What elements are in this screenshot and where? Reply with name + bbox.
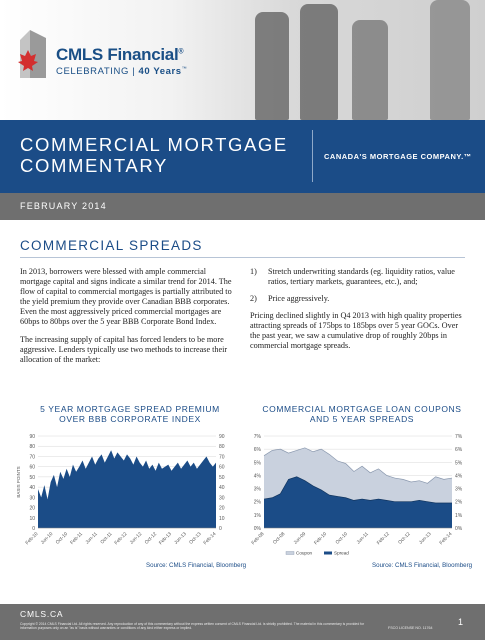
maple-leaf-building-icon [16, 28, 50, 82]
y-tick-label: 0% [455, 526, 463, 532]
x-tick-label: Jun-13 [173, 531, 188, 546]
x-tick-label: Jun-09 [293, 531, 308, 546]
x-tick-label: Jun-12 [129, 531, 144, 546]
x-tick-label: Feb-13 [158, 531, 173, 547]
y-tick-label: 20 [29, 505, 35, 512]
legend-label: Spread [334, 550, 349, 556]
y-tick-label: 6% [455, 447, 463, 454]
license-number: FSCO LICENSE NO. 11764 [388, 626, 433, 630]
right-column [250, 267, 466, 359]
x-tick-label: Feb-10 [313, 531, 329, 547]
y-tick-label: 4% [455, 473, 463, 480]
y-tick-label: 40 [29, 485, 35, 492]
chart2-source: Source: CMLS Financial, Bloomberg [372, 562, 473, 569]
website-link[interactable]: CMLS.CA [20, 609, 64, 619]
cmls-logo [16, 28, 196, 88]
y-tick-label: 30 [219, 495, 225, 502]
y-tick-label: 60 [29, 464, 35, 471]
paragraph: In 2013, borrowers were blessed with ample commercial mortgage capital and signs indicate a similar trend for 2014. The flow of capital to commercial mortgages is partially attributed to the yield premium they provide over Canadian BBB corporates. Even the most aggressively priced commercial mortgages are 60bps to 80bps over the 5 year BBB Corporate Bond Index. [20, 267, 232, 326]
y-tick-label: 0 [219, 526, 222, 532]
y-tick-label: 1% [455, 512, 463, 519]
y-tick-label: 0% [253, 526, 261, 532]
y-tick-label: 3% [455, 486, 463, 493]
left-column [20, 267, 236, 373]
y-tick-label: 60 [219, 464, 225, 471]
y-tick-label: 90 [29, 434, 35, 440]
chart1-title: 5 YEAR MORTGAGE SPREAD PREMIUM OVER BBB CORPORATE INDEX [40, 404, 220, 424]
paragraph: Pricing declined slightly in Q4 2013 with high quality properties attracting spreads of 175bps to 185bps over 5 year GOCs. Over the past year, we saw a cumulative drop of roughly 20bps in commercial mortgage spreads. [250, 311, 462, 350]
legend-label: Coupon [296, 550, 313, 556]
y-tick-label: 2% [455, 499, 463, 506]
footer [0, 604, 485, 640]
y-tick-label: 0 [32, 526, 35, 532]
page-number: 1 [458, 617, 464, 627]
date-band [0, 193, 485, 220]
y-tick-label: 5% [455, 460, 463, 467]
chart2-title: COMMERCIAL MORTGAGE LOAN COUPONS AND 5 YEAR SPREADS [262, 404, 462, 424]
x-tick-label: Jun-11 [85, 531, 99, 546]
business-person-figure [430, 0, 470, 120]
y-tick-label: 50 [219, 474, 225, 481]
business-person-figure [255, 12, 289, 120]
paragraph: The increasing supply of capital has forced lenders to be more aggressive. Lenders typically use two methods to increase their allocation of the market: [20, 335, 228, 364]
x-tick-label: Feb-11 [69, 531, 84, 546]
x-tick-label: Oct-10 [335, 531, 349, 546]
issue-date: FEBRUARY 2014 [20, 201, 107, 211]
y-tick-label: 80 [219, 444, 225, 451]
business-person-figure [300, 4, 338, 120]
x-tick-label: Feb-12 [376, 531, 391, 547]
document-title: COMMERCIAL MORTGAGE COMMENTARY [20, 134, 288, 176]
y-tick-label: 3% [253, 486, 261, 493]
x-tick-label: Feb-08 [251, 531, 266, 547]
spread-premium-area [38, 450, 216, 528]
y-tick-label: 6% [253, 447, 261, 454]
y-axis-label: BASIS POINTS [16, 466, 21, 498]
x-tick-label: Jun-13 [418, 531, 433, 546]
y-tick-label: 70 [29, 454, 35, 461]
y-tick-label: 5% [253, 460, 261, 467]
x-tick-label: Oct-10 [55, 531, 70, 546]
x-tick-label: Oct-12 [397, 531, 412, 546]
y-tick-label: 80 [29, 444, 35, 451]
y-tick-label: 2% [253, 499, 261, 506]
y-tick-label: 50 [29, 474, 35, 481]
x-tick-label: Jun-11 [356, 531, 370, 546]
x-tick-label: Oct-11 [100, 531, 114, 546]
x-tick-label: Feb-14 [203, 531, 218, 547]
y-tick-label: 70 [219, 454, 225, 461]
y-tick-label: 1% [253, 512, 261, 519]
x-tick-label: Feb-12 [114, 531, 129, 547]
y-tick-label: 20 [219, 505, 225, 512]
banner-divider [312, 130, 313, 182]
y-tick-label: 7% [253, 434, 261, 440]
spread-premium-chart [14, 428, 240, 562]
x-tick-label: Oct-08 [272, 531, 287, 546]
y-tick-label: 30 [29, 495, 35, 502]
y-tick-label: 90 [219, 434, 225, 440]
coupons-spreads-chart [246, 428, 472, 562]
section-divider [20, 257, 465, 258]
company-tagline: CANADA'S MORTGAGE COMPANY.™ [324, 152, 472, 161]
y-tick-label: 40 [219, 485, 225, 492]
x-tick-label: Feb-10 [25, 531, 40, 547]
chart1-source: Source: CMLS Financial, Bloomberg [146, 562, 247, 569]
x-tick-label: Oct-12 [144, 531, 159, 546]
list-item: 1) Stretch underwriting standards (eg. liquidity ratios, value ratios, tertiary markets, guarantees, etc.), and; [250, 267, 455, 286]
logo-name: CMLS Financial® [56, 45, 184, 64]
y-tick-label: 7% [455, 434, 463, 440]
logo-tagline: CELEBRATING | 40 Years™ [56, 66, 188, 78]
header-photo [0, 0, 485, 120]
legend-swatch [324, 552, 332, 555]
title-banner [0, 120, 485, 193]
y-tick-label: 10 [219, 515, 225, 522]
x-tick-label: Oct-13 [188, 531, 203, 546]
legend-swatch [286, 552, 294, 555]
y-tick-label: 4% [253, 473, 261, 480]
business-person-figure [352, 20, 388, 120]
section-title: COMMERCIAL SPREADS [20, 238, 203, 253]
x-tick-label: Jun-10 [40, 531, 55, 546]
x-tick-label: Feb-14 [439, 531, 454, 547]
y-tick-label: 10 [29, 515, 35, 522]
list-item: 2) Price aggressively. [250, 294, 330, 303]
copyright-text: Copyright © 2014 CMLS Financial Ltd. All rights reserved. Any reproduction of any of this commentary without the express written consent of CMLS Financial Ltd. is strictly prohibited. The material in this commentary is provided for information purposes only on an "as is" basis without warranties or conditions of any kind either express or implied. [20, 622, 365, 631]
